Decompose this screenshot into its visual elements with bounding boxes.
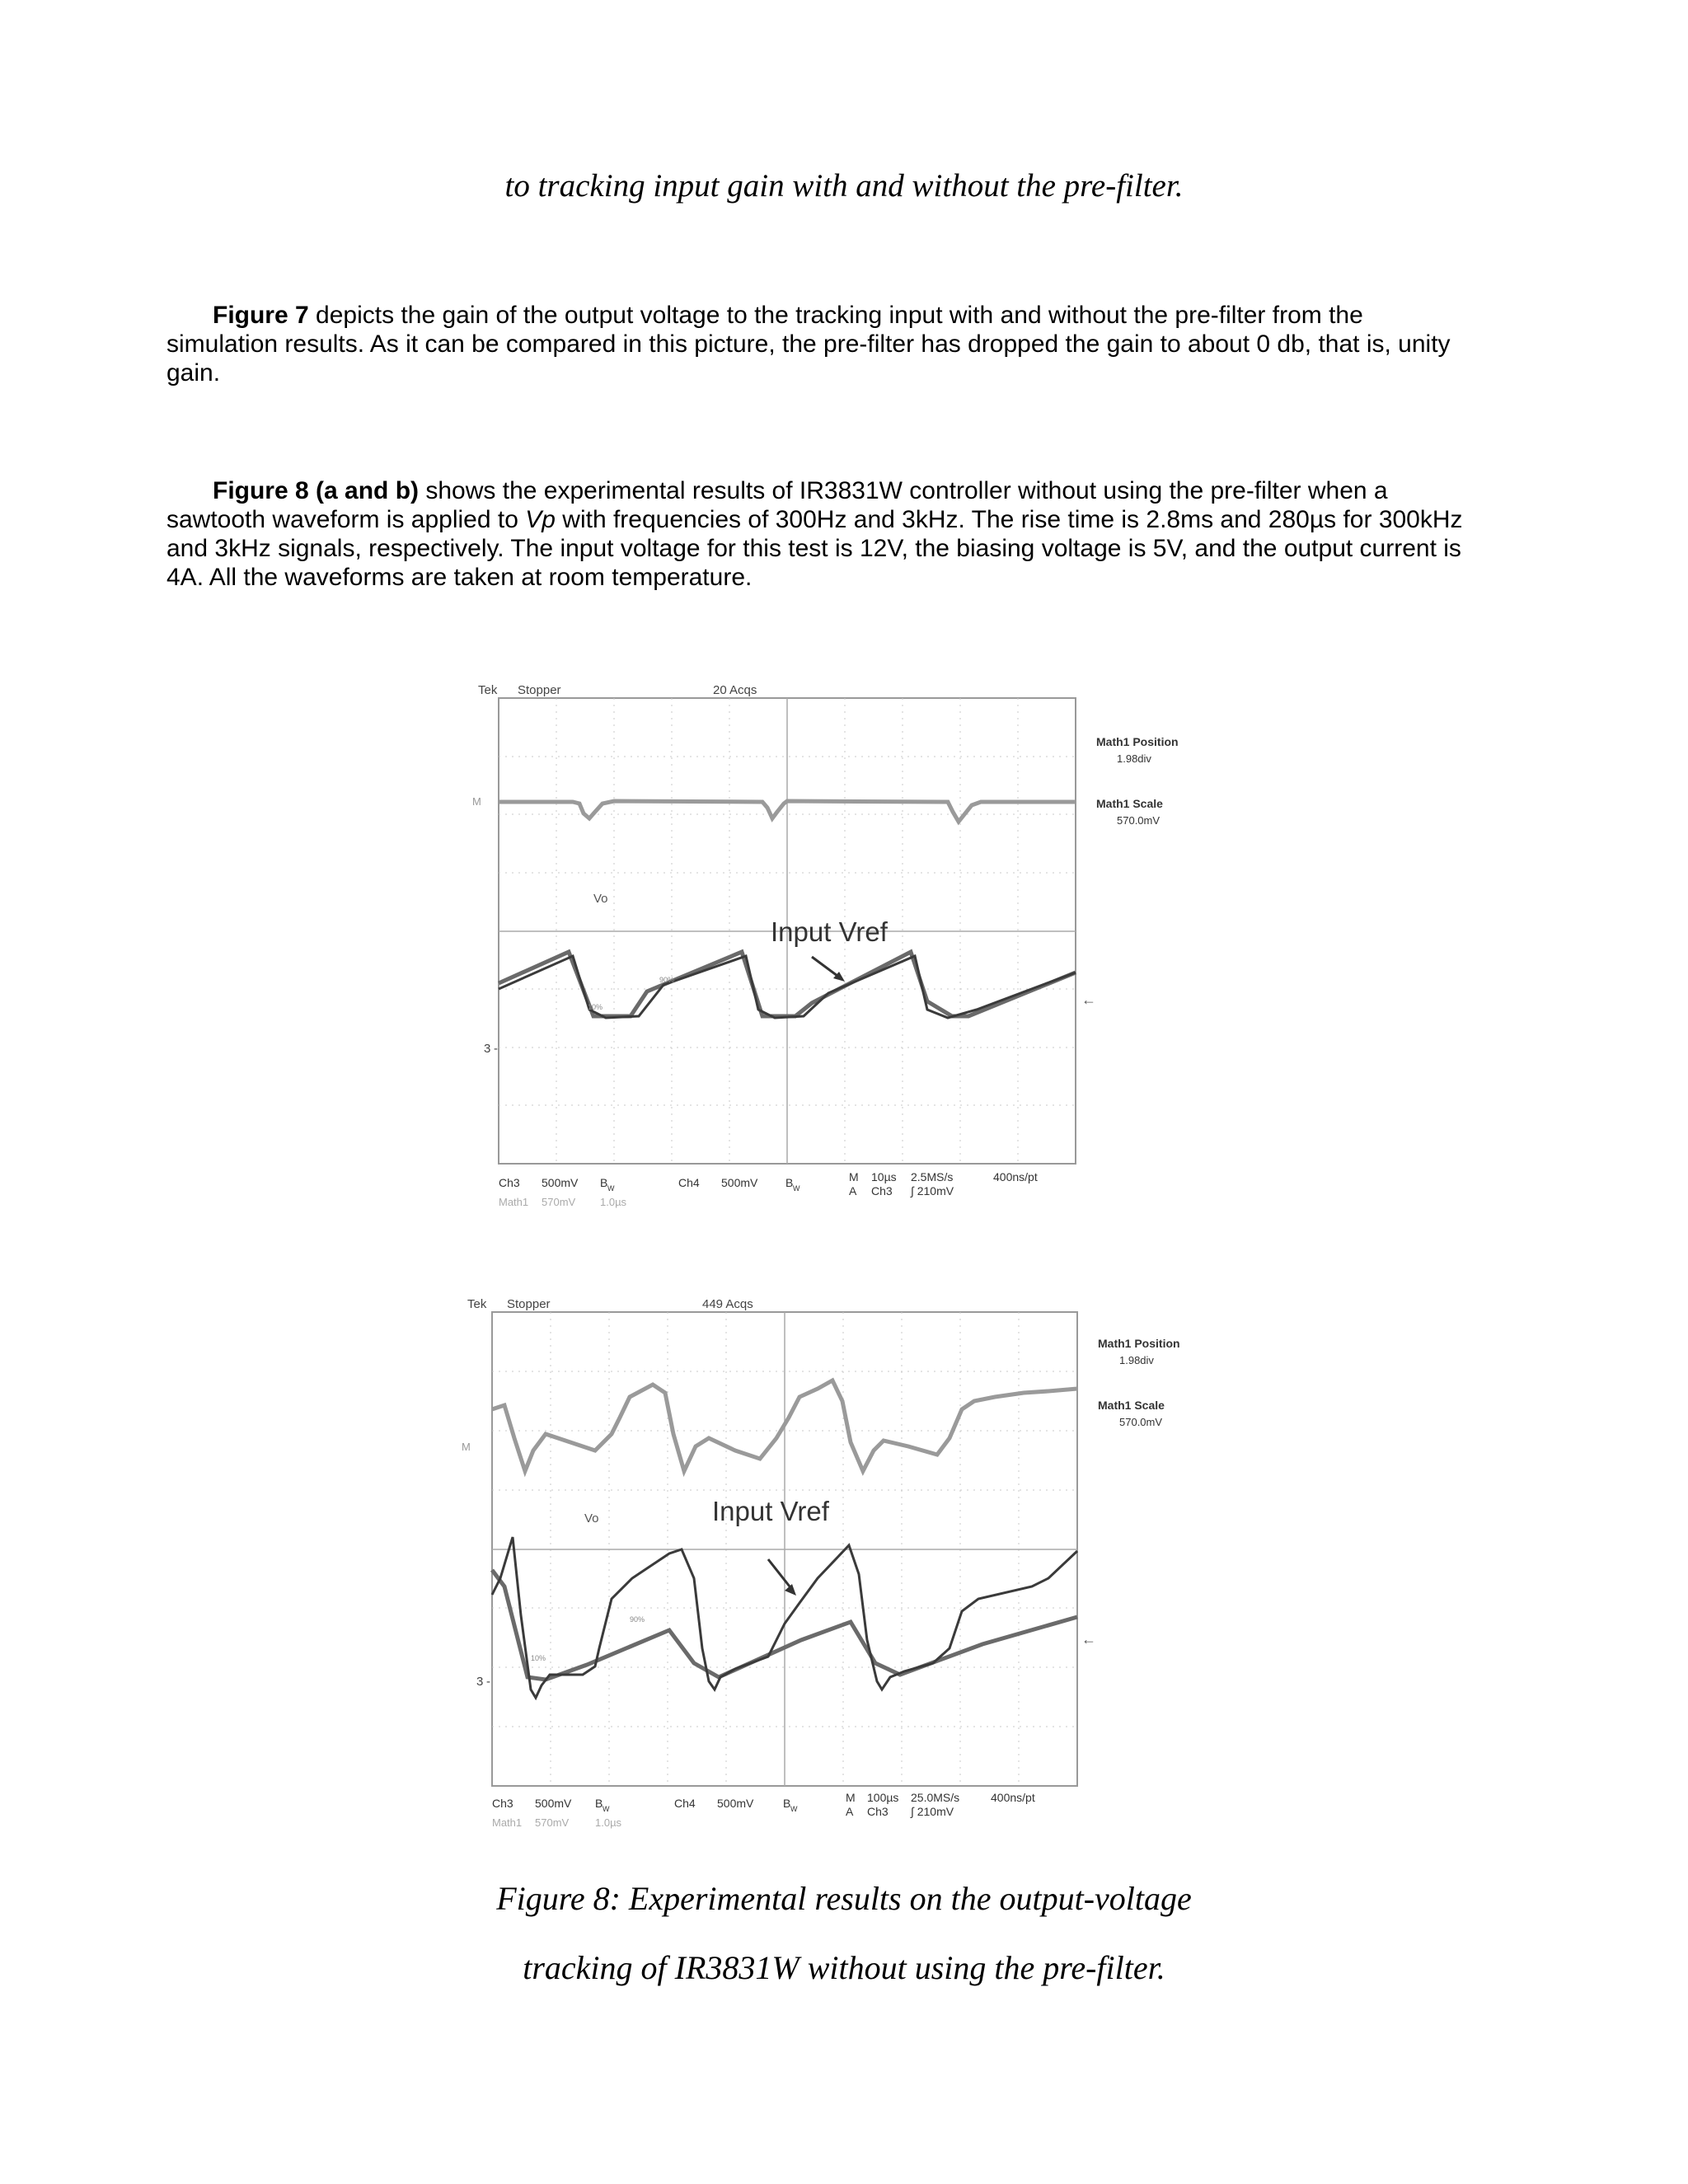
math1-position-label: Math1 Position (1096, 735, 1179, 748)
scope-brand: Tek (467, 1297, 487, 1311)
math1-scale-value: 570.0mV (1117, 814, 1160, 827)
scope-brand: Tek (478, 683, 498, 697)
paragraph-text: with frequencies of 300Hz and 3kHz. The rise time is 2.8ms and 280µs for 300kHz and 3kHz signals, respectively. The input voltage for this test is 12V, the biasing voltage is 5V, and the output current is 4A. All the waveforms are taken at room temperature. (166, 506, 1463, 591)
channel-3-marker: 3 (484, 1042, 491, 1056)
paragraph-figure-7 (166, 301, 1477, 387)
trigger-channel: Ch3 (867, 1805, 889, 1818)
scope-settings-readout (499, 1170, 1038, 1208)
scope-graticule (492, 1312, 1077, 1786)
trigger-marker: A (849, 1184, 857, 1197)
figure-7-reference: Figure 7 (213, 302, 309, 329)
oscilloscope-capture-b (455, 1294, 1205, 1854)
math1-scale-label: Math1 Scale (1096, 797, 1163, 810)
cursor-10-label: 10% (531, 1654, 546, 1662)
scope-acquisitions: 449 Acqs (702, 1297, 753, 1311)
math-ref-marker: M (462, 1441, 471, 1453)
trigger-marker: A (846, 1805, 854, 1818)
oscilloscope-capture-a (466, 680, 1207, 1224)
scope-settings-readout (492, 1791, 1035, 1829)
timebase-marker: M (846, 1791, 856, 1804)
math1-time: 1.0µs (595, 1816, 622, 1829)
math1-label: Math1 (492, 1816, 523, 1829)
math1-scale-label: Math1 Scale (1098, 1399, 1165, 1412)
input-vref-annotation: Input Vref (712, 1496, 829, 1526)
math1-label: Math1 (499, 1196, 529, 1208)
channel-ground-arrow: - (494, 1042, 498, 1056)
bandwidth-limit-ch4: B (783, 1797, 791, 1810)
bandwidth-sub: W (607, 1184, 615, 1193)
scope-acquisitions: 20 Acqs (713, 683, 757, 697)
previous-figure-caption: to tracking input gain with and without the pre-filter. (504, 168, 1184, 204)
ref-level-arrow-icon: ← (1081, 991, 1096, 1008)
cursor-10-label: 10% (588, 1003, 603, 1011)
figure-8-caption-line-1: Figure 8: Experimental results on the output-voltage (496, 1880, 1192, 1917)
trigger-channel: Ch3 (871, 1184, 893, 1197)
trigger-level: ∫ 210mV (911, 1805, 954, 1818)
points-resolution: 400ns/pt (991, 1791, 1035, 1804)
figure-8-reference: Figure 8 (a and b) (213, 477, 420, 504)
ch4-label: Ch4 (674, 1797, 696, 1810)
ch4-scale: 500mV (721, 1176, 758, 1189)
ch3-label: Ch3 (499, 1176, 520, 1189)
ch3-scale: 500mV (535, 1797, 572, 1810)
bandwidth-limit-ch3: B (600, 1176, 608, 1189)
sample-rate: 2.5MS/s (911, 1170, 954, 1183)
vp-variable: Vp (525, 506, 556, 533)
cursor-90-label: 90% (630, 1615, 645, 1624)
bandwidth-sub: W (603, 1805, 610, 1813)
timebase-marker: M (849, 1170, 859, 1183)
bandwidth-limit-ch4: B (785, 1176, 794, 1189)
bandwidth-sub: W (790, 1805, 798, 1813)
math1-scale: 570mV (542, 1196, 576, 1208)
paragraph-text: depicts the gain of the output voltage to the tracking input with and without the pre-filter from the simulation results. As it can be compared in this picture, the pre-filter has dropped the gain to about 0 db, that is, unity gain. (166, 302, 1451, 387)
timebase-value: 10µs (871, 1170, 897, 1183)
math1-time: 1.0µs (600, 1196, 627, 1208)
math1-scale: 570mV (535, 1816, 570, 1829)
scope-mode: Stopper (518, 683, 561, 697)
bandwidth-sub: W (793, 1184, 800, 1193)
cursor-90-label: 90% (659, 976, 675, 984)
timebase-value: 100µs (867, 1791, 899, 1804)
channel-3-marker: 3 (476, 1675, 484, 1689)
trigger-level: ∫ 210mV (911, 1184, 954, 1197)
ch3-label: Ch3 (492, 1797, 513, 1810)
scope-mode: Stopper (507, 1297, 551, 1311)
vo-label: Vo (584, 1511, 599, 1526)
math1-scale-value: 570.0mV (1119, 1416, 1163, 1428)
math1-position-label: Math1 Position (1098, 1337, 1180, 1350)
ref-level-arrow-icon: ← (1081, 1631, 1096, 1647)
ch3-scale: 500mV (542, 1176, 579, 1189)
math1-position-value: 1.98div (1117, 752, 1151, 765)
ch4-scale: 500mV (717, 1797, 754, 1810)
input-vref-annotation: Input Vref (771, 916, 888, 947)
math1-position-value: 1.98div (1119, 1354, 1154, 1366)
ch4-label: Ch4 (678, 1176, 700, 1189)
paragraph-text: shows the experimental results of IR3831W controller without using the pre-filter when a sawtooth waveform is applied to (166, 477, 1388, 533)
math-ref-marker: M (472, 795, 481, 808)
sample-rate: 25.0MS/s (911, 1791, 960, 1804)
figure-8-caption-line-2: tracking of IR3831W without using the pre-filter. (523, 1949, 1165, 1986)
channel-ground-arrow: - (486, 1675, 490, 1689)
vo-label: Vo (593, 892, 608, 906)
points-resolution: 400ns/pt (993, 1170, 1038, 1183)
paragraph-figure-8 (166, 476, 1477, 592)
bandwidth-limit-ch3: B (595, 1797, 603, 1810)
